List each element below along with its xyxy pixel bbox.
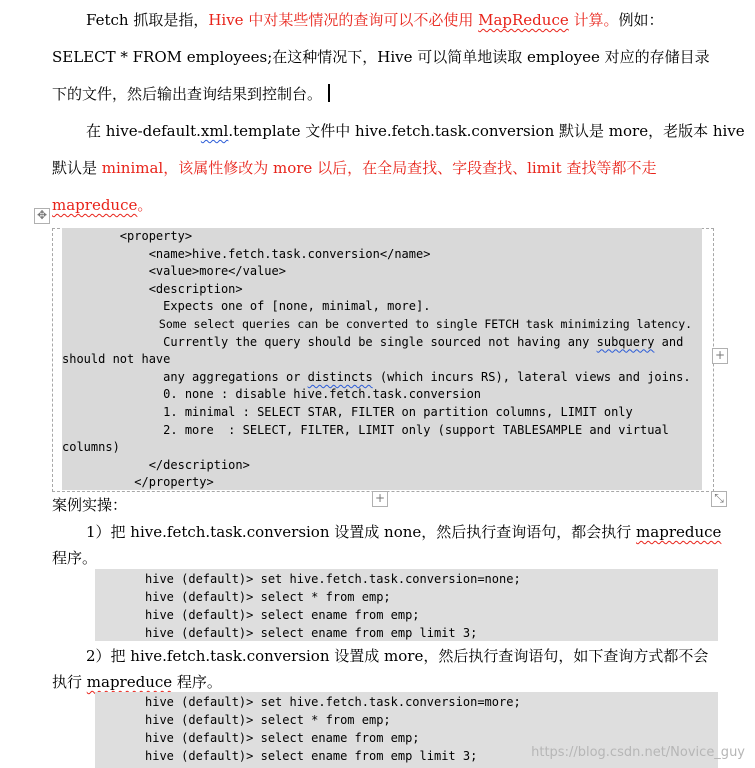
code-line: 0. none : disable hive.fetch.task.conversion: [62, 387, 482, 402]
config-line-1: [52, 113, 745, 150]
mapreduce-term: mapreduce: [86, 673, 173, 691]
code-line: </description>: [62, 457, 250, 472]
fetch-text: Fetch 抓取是指，: [86, 11, 209, 29]
code-line: hive (default)> select ename from emp;: [145, 608, 420, 622]
code-line: any aggregations or: [62, 369, 308, 384]
code-line: Some select queries can be converted to single FETCH task minimizing latency.: [62, 316, 693, 331]
text-cursor: [328, 84, 330, 102]
code-line: columns): [62, 440, 120, 455]
intro-line-2: SELECT * FROM employees;在这种情况下，Hive 可以简单地读取 employee 对应的存储目录: [52, 48, 710, 66]
intro-line-1: [52, 2, 722, 39]
watermark: https://blog.csdn.net/Novice_guy: [531, 745, 745, 760]
step1-line-2: 程序。: [52, 549, 98, 567]
red-text-end: 计算。: [573, 11, 619, 29]
code-line: hive (default)> select ename from emp limit 3;: [145, 749, 478, 763]
code-line: Currently the query should be single sourced not having any: [62, 334, 597, 349]
subquery-term: subquery: [596, 334, 655, 349]
step1-code: [145, 570, 521, 642]
code-line: <value>more</value>: [62, 264, 286, 279]
code-line: hive (default)> set hive.fetch.task.conversion=none;: [145, 572, 521, 586]
add-column-icon[interactable]: +: [712, 348, 728, 364]
code-line: and: [654, 334, 684, 349]
case-label: 案例实操：: [52, 496, 128, 514]
step2-text: 执行: [52, 673, 87, 691]
config-line-3: [52, 187, 722, 224]
resize-table-icon[interactable]: ⤡: [711, 491, 727, 507]
xml-code: [62, 228, 692, 492]
step2-code: [145, 693, 521, 765]
code-line: 2. more : SELECT, FILTER, LIMIT only (support TABLESAMPLE and virtual: [62, 422, 669, 437]
code-line: (which incurs RS), lateral views and joins.: [372, 369, 691, 384]
code-line: </property>: [62, 475, 214, 490]
distincts-term: distincts: [307, 369, 373, 384]
mapreduce-red: mapreduce: [52, 196, 138, 214]
code-line: hive (default)> select * from emp;: [145, 590, 391, 604]
red-note: minimal，该属性修改为 more 以后，在全局查找、字段查找、limit 查找等都不走: [101, 159, 657, 177]
code-line: <description>: [62, 281, 243, 296]
code-line: should not have: [62, 352, 171, 367]
step1-text: 1）把 hive.fetch.task.conversion 设置成 none，然后执行查询语句，都会执行: [86, 523, 637, 541]
period: 。: [137, 196, 153, 214]
table-move-handle-icon[interactable]: ✥: [34, 208, 50, 224]
config-line-2: [52, 150, 722, 187]
code-line: <name>hive.fetch.task.conversion</name>: [62, 246, 431, 261]
example-label: 例如：: [618, 11, 664, 29]
code-line: <property>: [62, 229, 193, 243]
code-line: hive (default)> select * from emp;: [145, 713, 391, 727]
intro-line-3: [52, 76, 722, 113]
add-row-icon[interactable]: +: [372, 491, 388, 507]
red-text: Hive 中对某些情况的查询可以不必使用: [208, 11, 474, 29]
code-line: Expects one of [none, minimal, more].: [62, 299, 431, 314]
config-text-start: 在 hive-default.: [86, 122, 201, 140]
xml-term: xml: [200, 122, 229, 140]
step2-line-1: 2）把 hive.fetch.task.conversion 设置成 more，然后执行查询语句，如下查询方式都不会: [86, 647, 709, 665]
code-line: 1. minimal : SELECT STAR, FILTER on partition columns, LIMIT only: [62, 404, 633, 419]
default-text: 默认是: [52, 159, 102, 177]
mapreduce-term: MapReduce: [478, 11, 569, 29]
config-text-mid: .template 文件中 hive.fetch.task.conversion 默认是 more，老版本 hive: [228, 122, 745, 140]
code-line: hive (default)> select ename from emp limit 3;: [145, 626, 478, 640]
intro-line-3-text: 下的文件，然后输出查询结果到控制台。: [52, 85, 323, 103]
code-line: hive (default)> select ename from emp;: [145, 731, 420, 745]
mapreduce-term: mapreduce: [636, 523, 722, 541]
code-line: hive (default)> set hive.fetch.task.conversion=more;: [145, 695, 521, 709]
step2-text-end: 程序。: [172, 673, 222, 691]
